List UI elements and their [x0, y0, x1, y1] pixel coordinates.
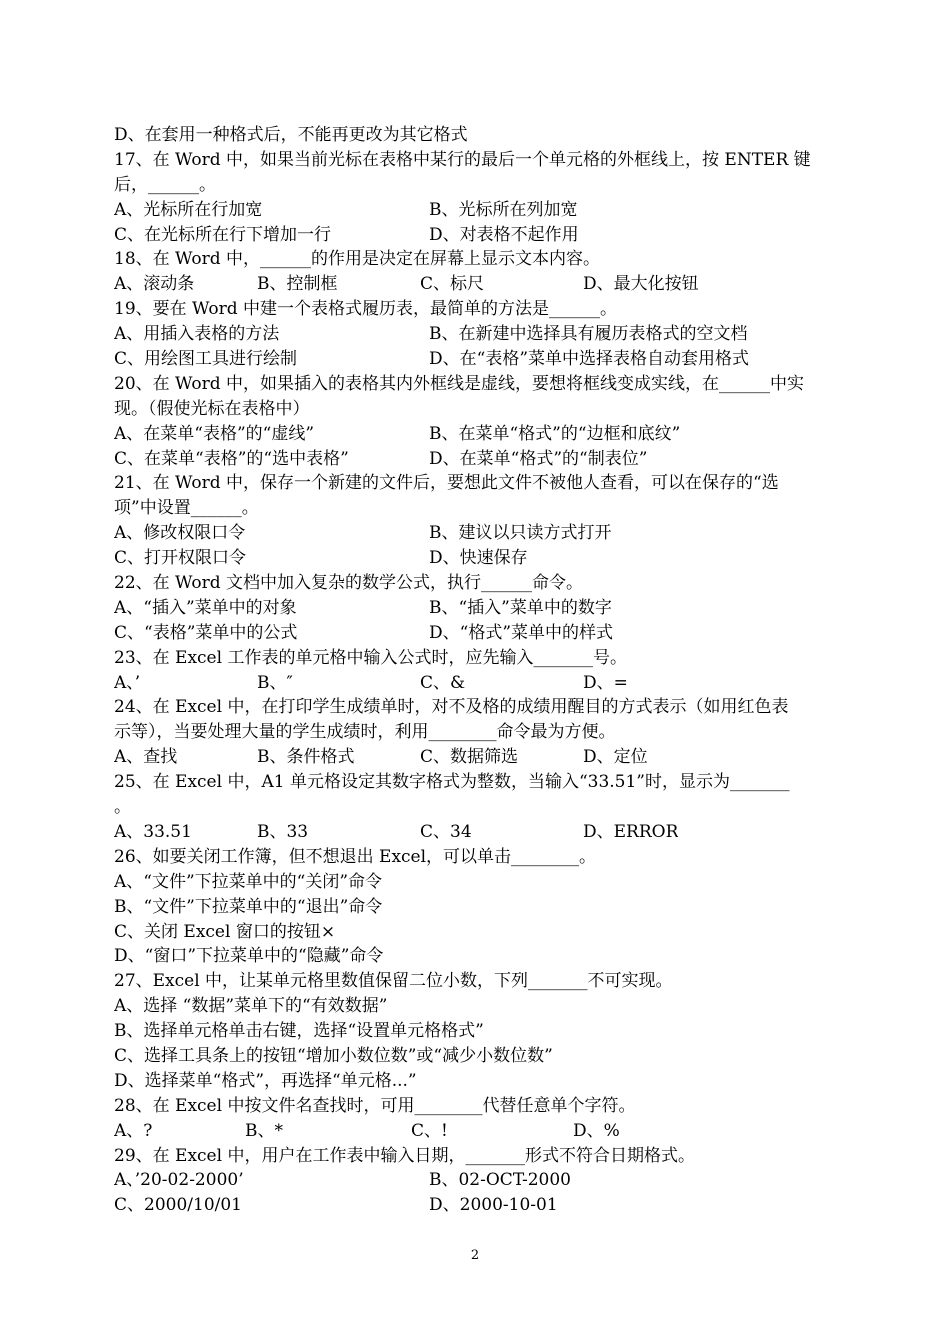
text-line: B、选择单元格单击右键，选择“设置单元格格式” — [114, 1021, 484, 1042]
option-text: D、“格式”菜单中的样式 — [429, 622, 614, 643]
option-text: A、在菜单“表格”的“虚线” — [114, 423, 315, 444]
option-text: D、2000-10-01 — [429, 1195, 558, 1216]
text-line: 19、要在 Word 中建一个表格式履历表，最简单的方法是______。 — [114, 299, 618, 320]
option-text: D、对表格不起作用 — [429, 224, 579, 245]
option-text: C、“表格”菜单中的公式 — [114, 622, 298, 643]
text-line: 22、在 Word 文档中加入复杂的数学公式，执行______命令。 — [114, 573, 584, 594]
option-text: C、2000/10/01 — [114, 1195, 242, 1216]
option-text: A、用插入表格的方法 — [114, 324, 280, 345]
option-text: A、查找 — [114, 747, 178, 768]
text-line: C、选择工具条上的按钮“增加小数位数”或“减少小数位数” — [114, 1045, 553, 1066]
text-line: A、选择 “数据”菜单下的“有效数据” — [114, 996, 388, 1017]
option-text: B、在新建中选择具有履历表格式的空文档 — [429, 324, 748, 345]
text-line: 24、在 Excel 中，在打印学生成绩单时，对不及格的成绩用醒目的方式表示（如用红色表 — [114, 697, 789, 718]
text-line: D、在套用一种格式后，不能再更改为其它格式 — [114, 125, 468, 145]
option-text: D、ERROR — [583, 821, 679, 842]
option-text: B、“插入”菜单中的数字 — [429, 597, 612, 618]
option-text: A、滚动条 — [114, 274, 195, 295]
option-text: C、数据筛选 — [420, 747, 519, 768]
options-row — [114, 272, 838, 297]
text-line: 后，______。 — [114, 174, 216, 195]
option-text: B、光标所在列加宽 — [429, 199, 578, 220]
text-line: D、“窗口”下拉菜单中的“隐藏”命令 — [114, 946, 384, 967]
text-line: C、关闭 Excel 窗口的按钮× — [114, 921, 336, 942]
option-text: D、在“表格”菜单中选择表格自动套用格式 — [429, 349, 750, 370]
option-text: D、= — [583, 672, 628, 693]
text-line: 17、在 Word 中，如果当前光标在表格中某行的最后一个单元格的外框线上，按 ENTER 键 — [114, 149, 811, 170]
option-text: C、34 — [420, 821, 472, 842]
text-line: 项”中设置______。 — [114, 498, 259, 519]
options-row — [114, 546, 838, 571]
option-text: C、& — [420, 672, 466, 693]
options-row — [114, 223, 838, 248]
option-text: B、″ — [257, 672, 293, 693]
option-text: B、在菜单“格式”的“边框和底纹” — [429, 423, 681, 444]
option-text: C、用绘图工具进行绘制 — [114, 349, 298, 370]
option-text: D、% — [573, 1120, 620, 1141]
options-row — [114, 671, 838, 696]
options-row — [114, 347, 838, 372]
option-text: C、在光标所在行下增加一行 — [114, 224, 332, 245]
text-line: 示等），当要处理大量的学生成绩时，利用________命令最为方便。 — [114, 722, 616, 743]
option-text: A、’20-02-2000’ — [114, 1170, 244, 1191]
text-line: B、“文件”下拉菜单中的“退出”命令 — [114, 896, 383, 917]
option-text: D、在菜单“格式”的“制表位” — [429, 448, 648, 469]
option-text: A、修改权限口令 — [114, 523, 246, 544]
option-text: A、? — [114, 1120, 153, 1141]
text-line: D、选择菜单“格式”，再选择“单元格...” — [114, 1070, 417, 1091]
option-text: C、标尺 — [420, 274, 485, 295]
options-row — [114, 447, 838, 472]
text-line: 28、在 Excel 中按文件名查找时，可用________代替任意单个字符。 — [114, 1095, 636, 1116]
options-row — [114, 820, 838, 845]
option-text: D、定位 — [583, 747, 648, 768]
text-line: 25、在 Excel 中，A1 单元格设定其数字格式为整数，当输入“33.51”时，显示为_______ — [114, 772, 790, 793]
options-row — [114, 596, 838, 621]
text-line: 。 — [114, 797, 131, 818]
options-row — [114, 322, 838, 347]
option-text: B、条件格式 — [257, 747, 355, 768]
option-text: C、! — [411, 1120, 448, 1141]
text-line: 18、在 Word 中，______的作用是决定在屏幕上显示文本内容。 — [114, 249, 601, 270]
option-text: C、在菜单“表格”的“选中表格” — [114, 448, 349, 469]
text-line: 29、在 Excel 中，用户在工作表中输入日期，_______形式不符合日期格式。 — [114, 1145, 695, 1166]
text-line: A、“文件”下拉菜单中的“关闭”命令 — [114, 871, 383, 892]
option-text: C、打开权限口令 — [114, 548, 247, 569]
text-line: 20、在 Word 中，如果插入的表格其内外框线是虚线，要想将框线变成实线，在______中实 — [114, 373, 805, 394]
option-text: B、控制框 — [257, 274, 338, 295]
text-line: 21、在 Word 中，保存一个新建的文件后，要想此文件不被他人查看，可以在保存的“选 — [114, 473, 779, 494]
page-number: 2 — [470, 1248, 480, 1263]
options-row — [114, 1168, 838, 1193]
document-body — [114, 123, 838, 1218]
options-row — [114, 745, 838, 770]
option-text: A、光标所在行加宽 — [114, 199, 263, 220]
option-text: A、33.51 — [114, 821, 192, 842]
options-row — [114, 621, 838, 646]
option-text: D、最大化按钮 — [583, 274, 699, 295]
option-text: D、快速保存 — [429, 548, 528, 569]
options-row — [114, 1193, 838, 1218]
options-row — [114, 198, 838, 223]
option-text: A、“插入”菜单中的对象 — [114, 597, 297, 618]
options-row — [114, 1119, 838, 1144]
text-line: 现。（假使光标在表格中） — [114, 398, 310, 419]
options-row — [114, 422, 838, 447]
option-text: B、* — [245, 1120, 283, 1141]
option-text: B、33 — [257, 821, 309, 842]
text-line: 27、Excel 中，让某单元格里数值保留二位小数，下列_______不可实现。 — [114, 971, 673, 992]
options-row — [114, 521, 838, 546]
option-text: A、’ — [114, 672, 141, 693]
option-text: B、02-OCT-2000 — [429, 1170, 571, 1191]
text-line: 23、在 Excel 工作表的单元格中输入公式时，应先输入_______号。 — [114, 647, 627, 668]
option-text: B、建议以只读方式打开 — [429, 523, 612, 544]
text-line: 26、如要关闭工作簿，但不想退出 Excel，可以单击________。 — [114, 846, 597, 867]
